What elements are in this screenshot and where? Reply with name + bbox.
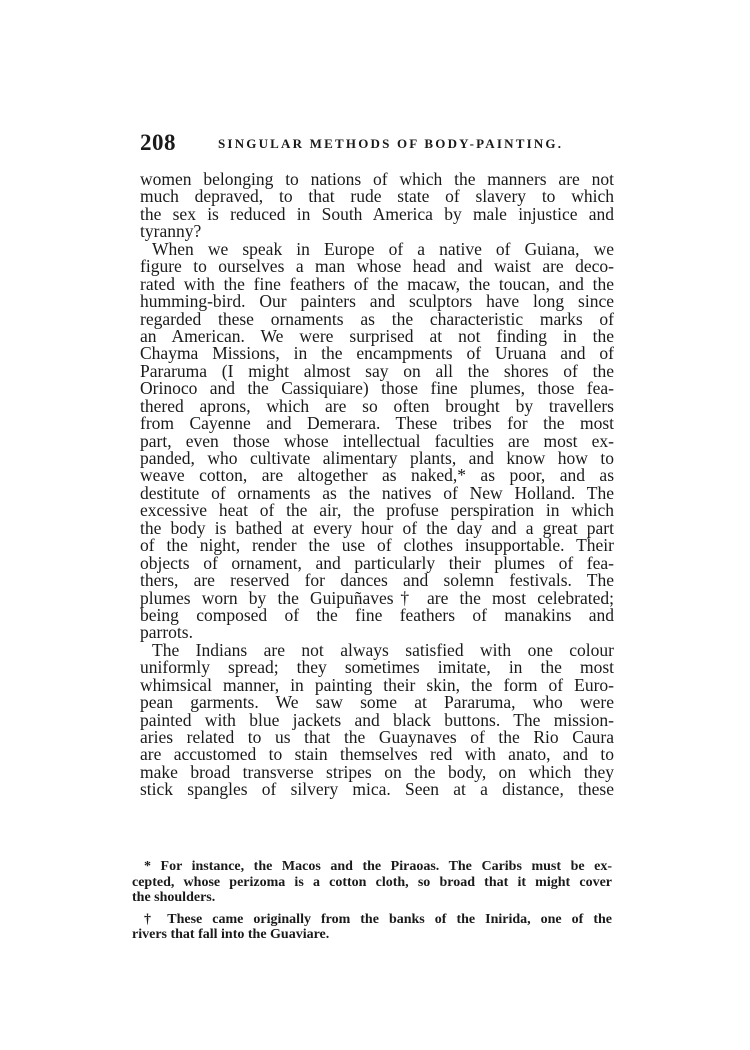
text-line: from Cayenne and Demerara. These tribes for the most [140,413,614,434]
text-line: of the night, render the use of clothes insupportable. Their [140,535,614,556]
footnote-line: † These came originally from the banks of the Inirida, one of the [144,911,612,927]
text-line: figure to ourselves a man whose head and waist are deco- [140,256,614,277]
footnote-line: cepted, whose perizoma is a cotton cloth, so broad that it might cover [132,874,612,890]
text-line: weave cotton, are altogether as naked,* as poor, and as [140,465,614,486]
text-line: excessive heat of the air, the profuse perspiration in which [140,500,614,521]
text-line: regarded these ornaments as the characteristic marks of [140,308,614,329]
text-line: Pararuma (I might almost say on all the shores of the [140,360,614,381]
text-line: plumes worn by the Guipuñaves† are the most celebrated; [140,587,614,608]
text-line: destitute of ornaments as the natives of New Holland. The [140,482,614,503]
text-line: humming-bird. Our painters and sculptors have long since [140,291,614,312]
footnote-line: the shoulders. [132,890,216,905]
text-line: the body is bathed at every hour of the day and a great part [140,517,614,538]
text-line: much depraved, to that rude state of slavery to which [140,186,614,207]
text-line: painted with blue jackets and black buttons. The mission- [140,709,614,730]
text-line: When we speak in Europe of a native of Guiana, we [152,238,614,259]
text-line: make broad transverse stripes on the body, on which they [140,761,614,782]
text-line: objects of ornament, and particularly their plumes of fea- [140,552,614,573]
text-line: Chayma Missions, in the encampments of Uruana and of [140,343,614,364]
text-line: part, even those whose intellectual faculties are most ex- [140,430,614,451]
text-line: parrots. [140,622,193,643]
text-line: pean garments. We saw some at Pararuma, who were [140,692,614,713]
text-line: being composed of the fine feathers of manakins and [140,604,614,625]
page-number: 208 [140,130,176,155]
running-head: SINGULAR METHODS OF BODY-PAINTING. [218,136,564,151]
text-line: an American. We were surprised at not finding in the [140,325,614,346]
text-line: aries related to us that the Guaynaves of the Rio Caura [140,727,614,747]
text-line: tyranny? [140,221,202,242]
text-line: panded, who cultivate alimentary plants, and know how to [140,448,614,468]
text-line: the sex is reduced in South America by male injustice and [140,203,614,224]
text-line: thered aprons, which are so often brought by travellers [140,395,614,416]
text-line: are accustomed to stain themselves red with anato, and to [140,744,614,765]
text-line: The Indians are not always satisfied with one colour [152,639,614,660]
footnote [132,859,612,906]
text-line: rated with the fine feathers of the macaw, the toucan, and the [140,273,614,294]
text-line: uniformly spread; they sometimes imitate, in the most [140,657,614,678]
text-line: whimsical manner, in painting their skin, the form of Euro- [140,674,614,695]
text-line: stick spangles of silvery mica. Seen at a distance, these [140,779,614,800]
footnotes [132,859,612,943]
footnote-line: * For instance, the Macos and the Piraoas. The Caribs must be ex- [144,859,612,874]
body-text [140,171,614,799]
text-line: women belonging to nations of which the manners are not [140,169,614,189]
text-line: Orinoco and the Cassiquiare) those fine plumes, those fea- [140,378,614,399]
footnote [132,912,612,943]
page-header [140,130,614,160]
footnote-line: rivers that fall into the Guaviare. [132,927,330,942]
text-line: thers, are reserved for dances and solemn festivals. The [140,570,614,591]
